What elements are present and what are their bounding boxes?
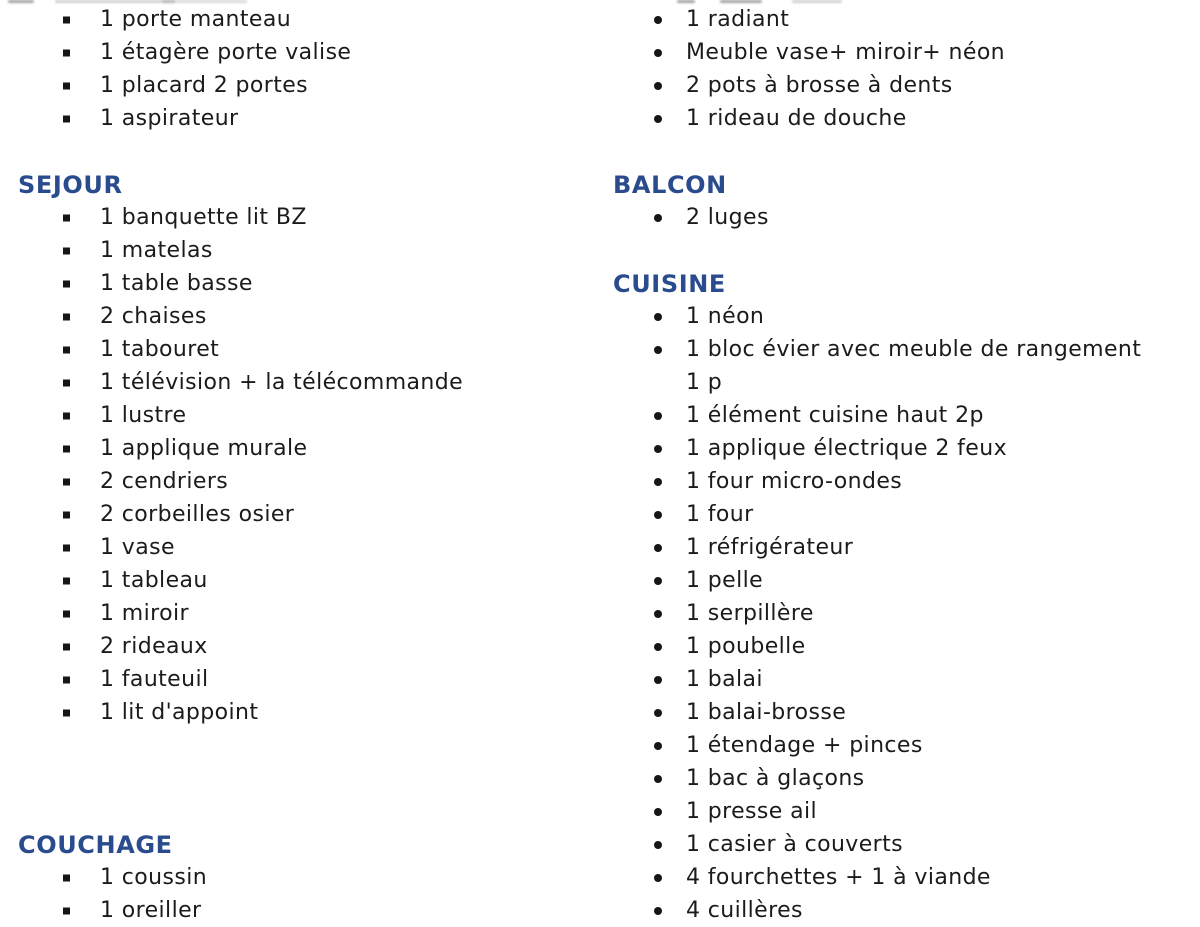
list-item-text: 1 pelle — [686, 568, 764, 593]
list-item — [600, 696, 1200, 729]
round-bullet-icon — [654, 16, 662, 24]
list-item-text: 1 élément cuisine haut 2p — [686, 403, 984, 428]
list-item-text: 1 four — [686, 502, 754, 527]
list-item — [600, 795, 1200, 828]
list-item — [0, 69, 600, 102]
list-item — [600, 102, 1200, 135]
section-header: SEJOUR — [18, 170, 123, 199]
list-item — [0, 432, 600, 465]
list-item — [0, 630, 600, 663]
list-item — [0, 201, 600, 234]
blank-line — [0, 135, 600, 168]
round-bullet-icon — [654, 874, 662, 882]
square-bullet-icon — [63, 115, 70, 122]
square-bullet-icon — [63, 247, 70, 254]
list-item-text: 1 applique murale — [100, 436, 308, 461]
list-item — [0, 36, 600, 69]
list-item-text: 1 table basse — [100, 271, 253, 296]
list-item-text: 1 bloc évier avec meuble de rangement — [686, 337, 1142, 362]
list-item — [0, 663, 600, 696]
list-item-text: 1 télévision + la télécommande — [100, 370, 464, 395]
list-item — [600, 333, 1200, 366]
list-item-clipped — [600, 894, 1200, 927]
square-bullet-icon — [63, 49, 70, 56]
list-item-text: 2 rideaux — [100, 634, 208, 659]
list-item-text: 2 chaises — [100, 304, 207, 329]
square-bullet-icon — [63, 874, 70, 881]
list-item-text: 1 lit d'appoint — [100, 700, 259, 725]
round-bullet-icon — [654, 775, 662, 783]
square-bullet-icon — [63, 82, 70, 89]
list-item-text: 1 p — [686, 370, 723, 395]
list-item — [0, 234, 600, 267]
left-column — [0, 0, 600, 923]
section-header: BALCON — [613, 170, 727, 199]
list-item-text: 2 pots à brosse à dents — [686, 73, 953, 98]
list-item-text: Meuble vase+ miroir+ néon — [686, 40, 1006, 65]
blank-line — [600, 135, 1200, 168]
list-item-text: 1 néon — [686, 304, 765, 329]
square-bullet-icon — [63, 676, 70, 683]
round-bullet-icon — [654, 478, 662, 486]
blank-line — [600, 234, 1200, 267]
list-item-text: 1 balai-brosse — [686, 700, 847, 725]
list-item-continuation — [600, 366, 1200, 399]
list-item-text: 2 corbeilles osier — [100, 502, 295, 527]
list-item-text: 1 placard 2 portes — [100, 73, 309, 98]
list-item-text: 1 vase — [100, 535, 175, 560]
list-item-text: 1 applique électrique 2 feux — [686, 436, 1007, 461]
list-item-text: 1 aspirateur — [100, 106, 239, 131]
list-item-text: 2 cendriers — [100, 469, 229, 494]
square-bullet-icon — [63, 379, 70, 386]
round-bullet-icon — [654, 808, 662, 816]
blank-line — [0, 795, 600, 828]
list-item — [0, 399, 600, 432]
list-item-text: 1 réfrigérateur — [686, 535, 854, 560]
section-header: COUCHAGE — [18, 830, 173, 859]
list-item — [0, 3, 600, 36]
list-item-text: 1 presse ail — [686, 799, 818, 824]
list-item — [600, 399, 1200, 432]
round-bullet-icon — [654, 115, 662, 123]
list-item-text: 1 lustre — [100, 403, 187, 428]
list-item — [0, 498, 600, 531]
square-bullet-icon — [63, 907, 70, 914]
square-bullet-icon — [63, 709, 70, 716]
list-item — [0, 531, 600, 564]
round-bullet-icon — [654, 346, 662, 354]
square-bullet-icon — [63, 577, 70, 584]
blank-line — [0, 729, 600, 762]
list-item — [600, 762, 1200, 795]
list-item-text: 1 étendage + pinces — [686, 733, 923, 758]
list-item-clipped — [0, 894, 600, 927]
list-item-text: 2 luges — [686, 205, 769, 230]
list-item — [600, 828, 1200, 861]
list-item — [600, 630, 1200, 663]
round-bullet-icon — [654, 841, 662, 849]
round-bullet-icon — [654, 643, 662, 651]
list-item-text: 1 miroir — [100, 601, 189, 626]
square-bullet-icon — [63, 412, 70, 419]
list-item — [600, 564, 1200, 597]
list-item-text: 1 oreiller — [100, 898, 202, 923]
list-item — [600, 663, 1200, 696]
list-item-text: 1 casier à couverts — [686, 832, 903, 857]
list-item-text: 4 cuillères — [686, 898, 803, 923]
list-item-text: 1 banquette lit BZ — [100, 205, 307, 230]
round-bullet-icon — [654, 511, 662, 519]
list-item-text: 1 tableau — [100, 568, 208, 593]
list-item — [0, 267, 600, 300]
list-item — [600, 69, 1200, 102]
square-bullet-icon — [63, 544, 70, 551]
list-item — [0, 465, 600, 498]
square-bullet-icon — [63, 643, 70, 650]
list-item — [600, 300, 1200, 333]
round-bullet-icon — [654, 676, 662, 684]
round-bullet-icon — [654, 544, 662, 552]
list-item-text: 1 matelas — [100, 238, 213, 263]
square-bullet-icon — [63, 445, 70, 452]
round-bullet-icon — [654, 412, 662, 420]
square-bullet-icon — [63, 16, 70, 23]
list-item — [600, 498, 1200, 531]
list-item-text: 1 coussin — [100, 865, 208, 890]
round-bullet-icon — [654, 445, 662, 453]
list-item — [0, 300, 600, 333]
section-header: CUISINE — [613, 269, 726, 298]
list-item-text: 1 balai — [686, 667, 763, 692]
list-item-text: 1 bac à glaçons — [686, 766, 865, 791]
square-bullet-icon — [63, 346, 70, 353]
list-item — [0, 861, 600, 894]
list-item-text: 1 porte manteau — [100, 7, 292, 32]
round-bullet-icon — [654, 709, 662, 717]
square-bullet-icon — [63, 313, 70, 320]
round-bullet-icon — [654, 577, 662, 585]
list-item — [0, 696, 600, 729]
round-bullet-icon — [654, 214, 662, 222]
square-bullet-icon — [63, 511, 70, 518]
list-item — [600, 432, 1200, 465]
list-item-text: 1 four micro-ondes — [686, 469, 903, 494]
list-item — [600, 729, 1200, 762]
list-item — [0, 366, 600, 399]
list-item — [600, 36, 1200, 69]
list-item-text: 1 poubelle — [686, 634, 806, 659]
list-item-text: 1 étagère porte valise — [100, 40, 352, 65]
blank-line — [0, 762, 600, 795]
list-item — [600, 597, 1200, 630]
round-bullet-icon — [654, 313, 662, 321]
list-item — [600, 201, 1200, 234]
list-item-text: 1 fauteuil — [100, 667, 209, 692]
list-item-text: 1 radiant — [686, 7, 790, 32]
round-bullet-icon — [654, 907, 662, 915]
round-bullet-icon — [654, 82, 662, 90]
list-item — [600, 465, 1200, 498]
square-bullet-icon — [63, 610, 70, 617]
list-item — [0, 102, 600, 135]
square-bullet-icon — [63, 214, 70, 221]
list-item — [0, 597, 600, 630]
round-bullet-icon — [654, 742, 662, 750]
list-item-text: 1 tabouret — [100, 337, 220, 362]
list-item — [0, 564, 600, 597]
round-bullet-icon — [654, 610, 662, 618]
list-item — [600, 861, 1200, 894]
list-item-text: 1 rideau de douche — [686, 106, 907, 131]
list-item — [600, 531, 1200, 564]
right-column — [600, 0, 1200, 923]
round-bullet-icon — [654, 49, 662, 57]
list-item-text: 4 fourchettes + 1 à viande — [686, 865, 991, 890]
list-item — [0, 333, 600, 366]
list-item-text: 1 serpillère — [686, 601, 814, 626]
list-item — [600, 3, 1200, 36]
square-bullet-icon — [63, 478, 70, 485]
square-bullet-icon — [63, 280, 70, 287]
